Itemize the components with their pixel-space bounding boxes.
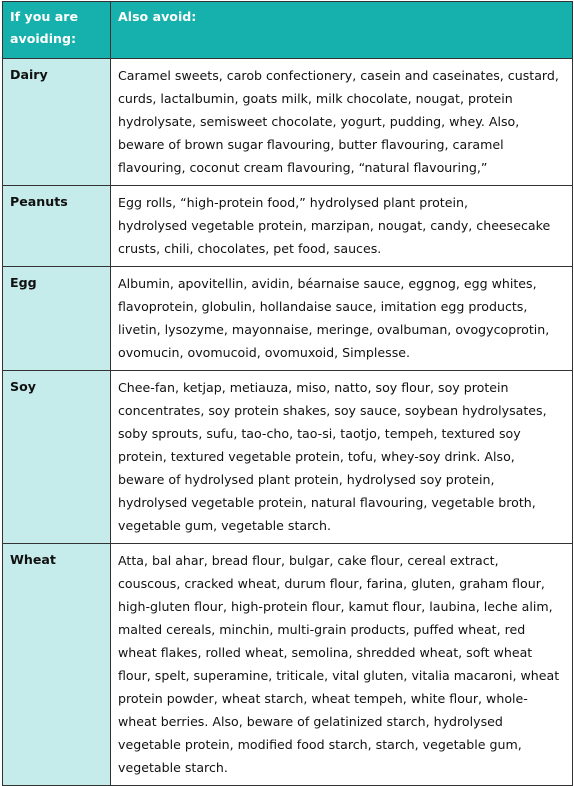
avoid-list-dairy: Caramel sweets, carob confectionery, casein and caseinates, custard, curds, lactalbumin, goats milk, milk chocolate, nougat, protein hydrolysate, semisweet chocolate, yogurt, pudding, whey. Also, beware of brown sugar flavouring, butter flavouring, caramel flavouring, coconut cream flavouring, “natural flavouring,” <box>111 59 573 186</box>
table-row-wheat <box>3 544 573 786</box>
allergen-label-egg: Egg <box>3 267 111 371</box>
avoid-list-peanuts: Egg rolls, “high-protein food,” hydrolysed plant protein, hydrolysed vegetable protein, marzipan, nougat, candy, cheesecake crusts, chili, chocolates, pet food, sauces. <box>111 186 573 267</box>
header-if-avoiding: If you are avoiding: <box>3 2 111 59</box>
avoid-list-soy: Chee-fan, ketjap, metiauza, miso, natto, soy flour, soy protein concentrates, soy protein shakes, soy sauce, soybean hydrolysates, soby sprouts, sufu, tao-cho, tao-si, taotjo, tempeh, textured soy protein, textured vegetable protein, tofu, whey-soy drink. Also, beware of hydrolysed plant protein, hydrolysed soy protein, hydrolysed vegetable protein, natural flavouring, vegetable broth, vegetable gum, vegetable starch. <box>111 371 573 544</box>
allergen-label-peanuts: Peanuts <box>3 186 111 267</box>
avoid-list-egg: Albumin, apovitellin, avidin, béarnaise sauce, eggnog, egg whites, flavoprotein, globulin, hollandaise sauce, imitation egg products, livetin, lysozyme, mayonnaise, meringe, ovalbuman, ovogycoprotin, ovomucin, ovomucoid, ovomuxoid, Simplesse. <box>111 267 573 371</box>
allergen-label-dairy: Dairy <box>3 59 111 186</box>
table-row-dairy <box>3 59 573 186</box>
table-row-soy <box>3 371 573 544</box>
header-also-avoid: Also avoid: <box>111 2 573 59</box>
allergen-table <box>2 1 573 786</box>
table-header-row <box>3 2 573 59</box>
allergen-label-wheat: Wheat <box>3 544 111 786</box>
allergen-label-soy: Soy <box>3 371 111 544</box>
table-row-peanuts <box>3 186 573 267</box>
table-row-egg <box>3 267 573 371</box>
avoid-list-wheat: Atta, bal ahar, bread flour, bulgar, cake flour, cereal extract, couscous, cracked wheat, durum flour, farina, gluten, graham flour, high-gluten flour, high-protein flour, kamut flour, laubina, leche alim, malted cereals, minchin, multi-grain products, puffed wheat, red wheat flakes, rolled wheat, semolina, shredded wheat, soft wheat flour, spelt, superamine, triticale, vital gluten, vitalia macaroni, wheat protein powder, wheat starch, wheat tempeh, white flour, whole- wheat berries. Also, beware of gelatinized starch, hydrolysed vegetable protein, modified food starch, starch, vegetable gum, vegetable starch. <box>111 544 573 786</box>
